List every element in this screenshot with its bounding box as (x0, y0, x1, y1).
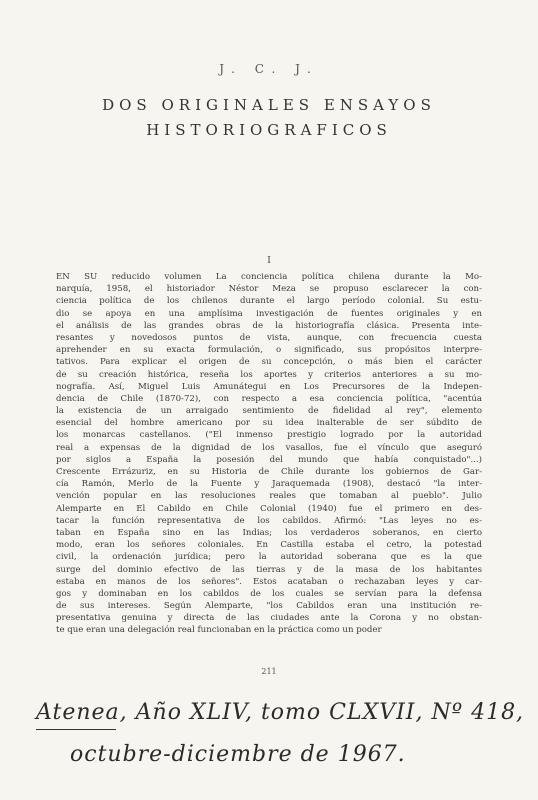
body-line: esencial del hombre americano por su idea inalterable de ser súbdito de (56, 418, 482, 429)
body-line: aprehender en su exacta formulación, o significado, sus propósitos interpre- (56, 345, 482, 356)
body-line: real a expensas de la dignidad de los vasallos, fue el vínculo que aseguró (56, 442, 482, 453)
body-line: modo, eran los señores coloniales. En Castilla estaba el cetro, la potestad (56, 540, 482, 551)
handwritten-underline (36, 729, 116, 730)
section-number: I (267, 256, 271, 266)
body-line: gos y dominaban en los cabildos de los cuales se servían para la defensa (56, 588, 482, 599)
body-line: la existencia de un arraigado sentimiento de fidelidad al rey", elemento (56, 406, 482, 417)
article-title-line-1: DOS ORIGINALES ENSAYOS (102, 96, 436, 114)
body-line: te que eran una delegación real funcionaban en la práctica como un poder (56, 625, 382, 636)
body-line: los monarcas castellanos. ("El inmenso prestigio logrado por la autoridad (56, 430, 482, 441)
body-line: por siglos a España la posesión del mundo que había conquistado"...) (56, 454, 482, 465)
author-initials: J. C. J. (219, 62, 319, 76)
body-line: Crescente Errázuriz, en su Historia de Chile durante los gobiernos de Gar- (56, 467, 482, 477)
body-text (56, 271, 482, 637)
body-line: presentativa genuina y directa de las ciudades ante la Corona y no obstan- (56, 613, 482, 624)
body-line: dencia de Chile (1870-72), con respecto a esa conciencia política, "acentúa (56, 393, 482, 404)
handwritten-citation-line-2: octubre-diciembre de 1967. (70, 742, 406, 767)
body-line: cía Ramón, Merlo de la Fuente y Jaraquemada (1908), destacó "la inter- (56, 479, 482, 490)
body-line: resantes y novedosos puntos de vista, aunque, con frecuencia cuesta (56, 332, 482, 343)
body-line: civil, la ordenación jurídica; pero la autoridad soberana que es la que (56, 552, 482, 563)
body-line: de sus intereses. Según Alemparte, "los Cabildos eran una institución re- (56, 601, 482, 612)
body-line: EN SU reducido volumen La conciencia política chilena durante la Mo- (56, 272, 482, 282)
body-line: de su creación histórica, reseña los aportes y criterios anteriores a su mo- (56, 369, 482, 380)
body-line: estaba en manos de los señores". Estos acataban o rechazaban leyes y car- (56, 576, 482, 587)
body-line: narquía, 1958, el historiador Néstor Meza se propuso esclarecer la con- (56, 284, 482, 295)
body-line: el análisis de las grandes obras de la historiografía clásica. Presenta inte- (56, 320, 482, 331)
page-number: 211 (261, 667, 277, 676)
handwritten-citation-line-1: Atenea, Año XLIV, tomo CLXVII, Nº 418, (36, 700, 525, 725)
body-line: taban en España sino en las Indias; los verdaderos soberanos, en cierto (56, 527, 482, 538)
body-line: ciencia política de los chilenos durante el largo período colonial. Su estu- (56, 296, 482, 307)
body-line: vención popular en las resoluciones reales que tomaban al pueblo". Julio (56, 491, 482, 502)
body-line: surge del dominio efectivo de las tierras y de la masa de los habitantes (56, 564, 482, 575)
article-title-line-2: HISTORIOGRAFICOS (146, 121, 392, 139)
body-line: nografía. Así, Miguel Luis Amunátegui en Los Precursores de la Indepen- (56, 381, 482, 392)
body-line: Alemparte en El Cabildo en Chile Colonial (1940) fue el primero en des- (56, 503, 482, 514)
body-line: tativos. Para explicar el origen de su concepción, o más bien el carácter (56, 357, 482, 368)
body-line: dio se apoya en una amplísima investigación de fuentes originales y en (56, 308, 482, 319)
body-line: tacar la función representativa de los cabildos. Afirmó: "Las leyes no es- (56, 515, 482, 526)
